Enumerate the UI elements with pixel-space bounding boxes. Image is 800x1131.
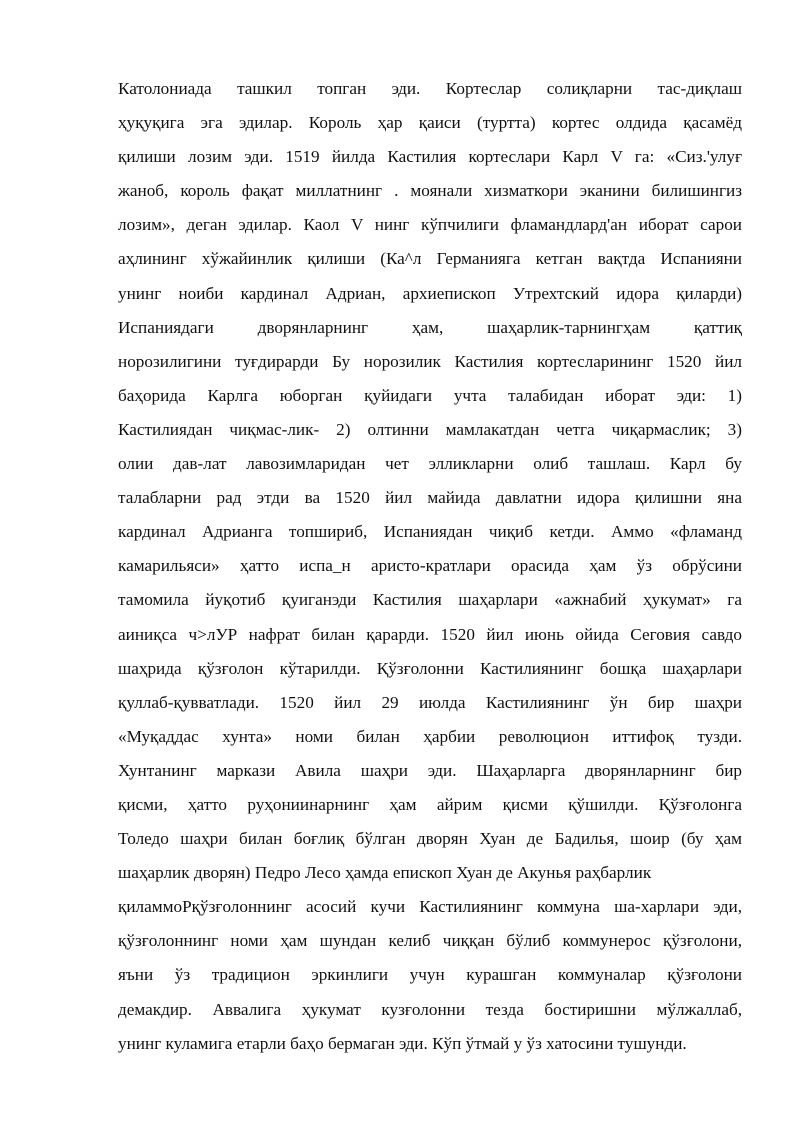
text-line: шаҳрида қўзғолон кўтарилди. Қўзғолонни Кастилиянинг бошқа шаҳарлари xyxy=(118,658,742,678)
text-line: қўзғолоннинг номи ҳам шундан келиб чиққан бўлиб коммунерос қўзғолони, xyxy=(118,931,742,951)
text-line: яъни ўз традицион эркинлиги учун курашган коммуналар қўзғолони xyxy=(118,965,742,985)
text-line: қуллаб-қувватлади. 1520 йил 29 июлда Кастилиянинг ўн бир шаҳри xyxy=(118,692,742,712)
body-text xyxy=(118,72,742,1061)
text-line: баҳорида Карлга юборган қуйидаги учта талабидан иборат эди: 1) xyxy=(118,385,742,405)
text-line: қилиши лозим эди. 1519 йилда Кастилия кортеслари Карл V га: «Сиз.'улуғ xyxy=(118,147,742,167)
text-line: аиниқса ч>лУР нафрат билан қарарди. 1520 йил июнь ойида Сеговия савдо xyxy=(118,624,742,644)
text-line: жаноб, король фақат миллатнинг . моянали хизматкори эканини билишингиз xyxy=(118,181,742,201)
text-line: лозим», деган эдилар. Каол V нинг кўпчилиги фламандлард'ан иборат сарои xyxy=(118,215,742,235)
text-line: «Муқаддас хунта» номи билан ҳарбии революцион иттифоқ тузди. xyxy=(118,726,742,746)
text-line: Толедо шаҳри билан боғлиқ бўлган дворян Хуан де Бадилья, шоир (бу ҳам xyxy=(118,829,742,849)
text-line: ҳуқуқига эга эдилар. Король ҳар қаиси (туртта) кортес олдида қасамёд xyxy=(118,113,742,133)
text-line: Кастилиядан чиқмас-лик- 2) олтинни мамлакатдан четга чиқармаслик; 3) xyxy=(118,419,742,439)
text-line: қиламмоРқўзғолоннинг асосий кучи Кастилиянинг коммуна ша-харлари эди, xyxy=(118,897,742,917)
text-line: аҳлининг хўжайинлик қилиши (Ка^л Германияга кетган вақтда Испанияни xyxy=(118,249,742,269)
text-line: Испаниядаги дворянларнинг ҳам, шаҳарлик-тарнингҳам қаттиқ xyxy=(118,317,742,337)
text-line: унинг куламига етарли баҳо бермаган эди. Кўп ўтмай у ўз хатосини тушунди. xyxy=(118,1033,687,1053)
text-line: олии дав-лат лавозимларидан чет элликларни олиб ташлаш. Карл бу xyxy=(118,454,742,474)
text-line: қисми, ҳатто руҳониинарнинг ҳам айрим қисми қўшилди. Қўзғолонга xyxy=(118,794,742,814)
text-line: Хунтанинг маркази Авила шаҳри эди. Шаҳарларга дворянларнинг бир xyxy=(118,760,742,780)
text-line: камарильяси» ҳатто испа_н аристо-кратлари орасида ҳам ўз обрўсини xyxy=(118,556,742,576)
text-line: Католониада ташкил топган эди. Кортеслар солиқларни тас-диқлаш xyxy=(118,79,742,98)
text-line: тамомила йуқотиб қуиганэди Кастилия шаҳарлари «ажнабий ҳукумат» га xyxy=(118,590,742,610)
text-line: норозилигини туғдирарди Бу норозилик Кастилия кортесларининг 1520 йил xyxy=(118,351,742,371)
text-line: кардинал Адрианга топшириб, Испаниядан чиқиб кетди. Аммо «фламанд xyxy=(118,522,742,542)
text-line: унинг ноиби кардинал Адриан, архиепископ Утрехтский идора қиларди) xyxy=(118,283,742,303)
text-line: демакдир. Аввалига ҳукумат кузғолонни тезда бостиришни мўлжаллаб, xyxy=(118,999,742,1019)
text-line: талабларни рад этди ва 1520 йил майида давлатни идора қилишни яна xyxy=(118,488,742,508)
text-line: шаҳарлик дворян) Педро Лесо ҳамда епископ Хуан де Акунья раҳбарлик xyxy=(118,863,652,883)
